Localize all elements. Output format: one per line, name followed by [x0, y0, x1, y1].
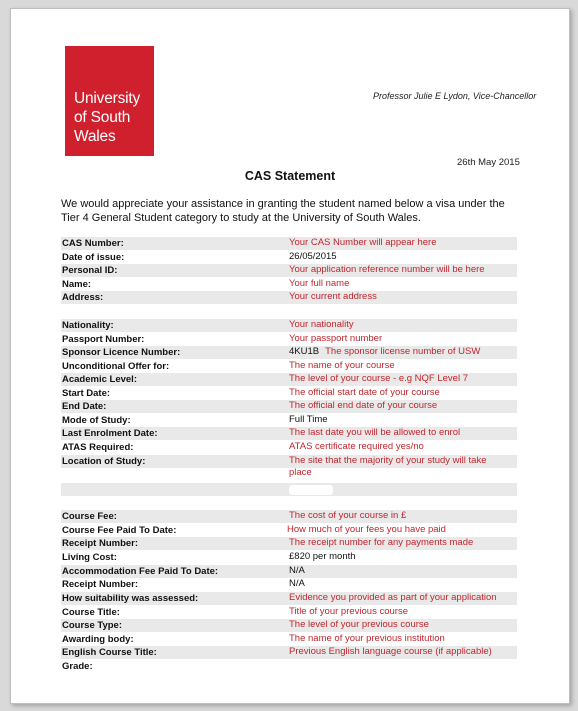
row-value: The name of your course — [289, 360, 395, 371]
row-label: Passport Number: — [62, 334, 145, 345]
row-label: Course Title: — [62, 607, 120, 618]
row-label: Mode of Study: — [62, 415, 131, 426]
row-last-enrolment — [61, 427, 517, 440]
row-end-date — [61, 400, 517, 413]
row-value: Previous English language course (if applicable) — [289, 646, 492, 657]
row-value: Your CAS Number will appear here — [289, 237, 437, 248]
page-title: CAS Statement — [244, 169, 336, 183]
row-value: The official start date of your course — [289, 387, 440, 398]
row-label: Awarding body: — [62, 634, 134, 645]
row-course-title — [61, 606, 517, 619]
row-value: Full Time — [289, 414, 328, 425]
logo-line-2: of South — [74, 109, 131, 126]
row-course-fee-paid — [61, 524, 517, 537]
row-value: The site that the majority of your study will take place — [289, 455, 487, 478]
logo-text — [74, 89, 140, 146]
row-value: Your application reference number will be here — [289, 264, 485, 275]
row-label: ATAS Required: — [62, 442, 134, 453]
row-living-cost — [61, 551, 517, 564]
row-value: N/A — [289, 565, 305, 576]
sponsor-note: The sponsor license number of USW — [325, 346, 481, 357]
row-blank — [61, 483, 517, 496]
row-value: Title of your previous course — [289, 606, 408, 617]
row-receipt-number-2 — [61, 578, 517, 591]
row-atas-required — [61, 441, 517, 454]
row-cas-number — [61, 237, 517, 250]
row-label: Course Fee: — [62, 511, 117, 522]
row-label: Unconditional Offer for: — [62, 361, 170, 372]
row-value: The level of your previous course — [289, 619, 429, 630]
row-label: How suitability was assessed: — [62, 593, 199, 604]
sponsor-code: 4KU1B — [289, 346, 320, 357]
row-label: Receipt Number: — [62, 538, 139, 549]
row-nationality — [61, 319, 517, 332]
row-value: The cost of your course in £ — [289, 510, 407, 521]
row-label: Receipt Number: — [62, 579, 139, 590]
intro-paragraph: We would appreciate your assistance in granting the student named below a visa under the Tier 4 General Student category to study at the University of South Wales. — [61, 198, 505, 224]
row-course-type — [61, 619, 517, 632]
row-academic-level — [61, 373, 517, 386]
row-start-date — [61, 387, 517, 400]
row-label: Personal ID: — [62, 265, 118, 276]
row-value: The receipt number for any payments made — [289, 537, 474, 548]
redacted-field — [289, 485, 333, 495]
row-value: Your nationality — [289, 319, 354, 330]
row-label: Accommodation Fee Paid To Date: — [62, 566, 219, 577]
row-label: Nationality: — [62, 320, 114, 331]
row-label: Grade: — [62, 661, 93, 672]
row-label: CAS Number: — [62, 238, 124, 249]
row-date-of-issue — [61, 251, 517, 264]
row-english-course — [61, 646, 517, 659]
row-value: The official end date of your course — [289, 400, 438, 411]
row-passport-number — [61, 333, 517, 346]
row-personal-id — [61, 264, 517, 277]
row-label: Living Cost: — [62, 552, 117, 563]
row-awarding-body — [61, 633, 517, 646]
row-label: Academic Level: — [62, 374, 137, 385]
row-label: Location of Study: — [62, 456, 146, 467]
vice-chancellor-name: Professor Julie E Lydon, Vice-Chancellor — [373, 91, 537, 101]
row-label: Course Fee Paid To Date: — [62, 525, 177, 536]
logo-line-1: University — [74, 90, 141, 107]
university-logo — [65, 46, 154, 156]
row-value: Your passport number — [289, 333, 383, 344]
row-label: Last Enrolment Date: — [62, 428, 158, 439]
row-sponsor-licence — [61, 346, 517, 359]
row-label: Name: — [62, 279, 92, 290]
row-label: English Course Title: — [62, 647, 157, 658]
row-value: How much of your fees you have paid — [287, 524, 446, 535]
row-label: Sponsor Licence Number: — [62, 347, 181, 358]
row-value: 26/05/2015 — [289, 251, 337, 262]
row-label: Start Date: — [62, 388, 111, 399]
row-label: Address: — [62, 292, 104, 303]
row-value: Your current address — [289, 291, 377, 302]
row-unconditional-offer — [61, 360, 517, 373]
row-mode-of-study — [61, 414, 517, 427]
row-label: End Date: — [62, 401, 107, 412]
row-value: The level of your course - e.g NQF Level 7 — [289, 373, 468, 384]
logo-line-3: Wales — [74, 128, 116, 145]
statement-date: 26th May 2015 — [457, 157, 520, 168]
row-location-of-study — [61, 455, 517, 478]
row-course-fee — [61, 510, 517, 523]
row-value — [289, 346, 480, 357]
row-value: Your full name — [289, 278, 350, 289]
row-value: Evidence you provided as part of your application — [289, 592, 497, 603]
row-label: Date of issue: — [62, 252, 125, 263]
row-grade — [61, 660, 517, 673]
row-name — [61, 278, 517, 291]
cas-statement-page — [10, 8, 570, 704]
row-value: £820 per month — [289, 551, 356, 562]
row-address — [61, 291, 517, 304]
row-value: N/A — [289, 578, 305, 589]
row-suitability — [61, 592, 517, 605]
row-value: ATAS certificate required yes/no — [289, 441, 424, 452]
row-accommodation-fee — [61, 565, 517, 578]
row-label: Course Type: — [62, 620, 123, 631]
row-value: The last date you will be allowed to enrol — [289, 427, 461, 438]
row-receipt-number — [61, 537, 517, 550]
row-value: The name of your previous institution — [289, 633, 445, 644]
